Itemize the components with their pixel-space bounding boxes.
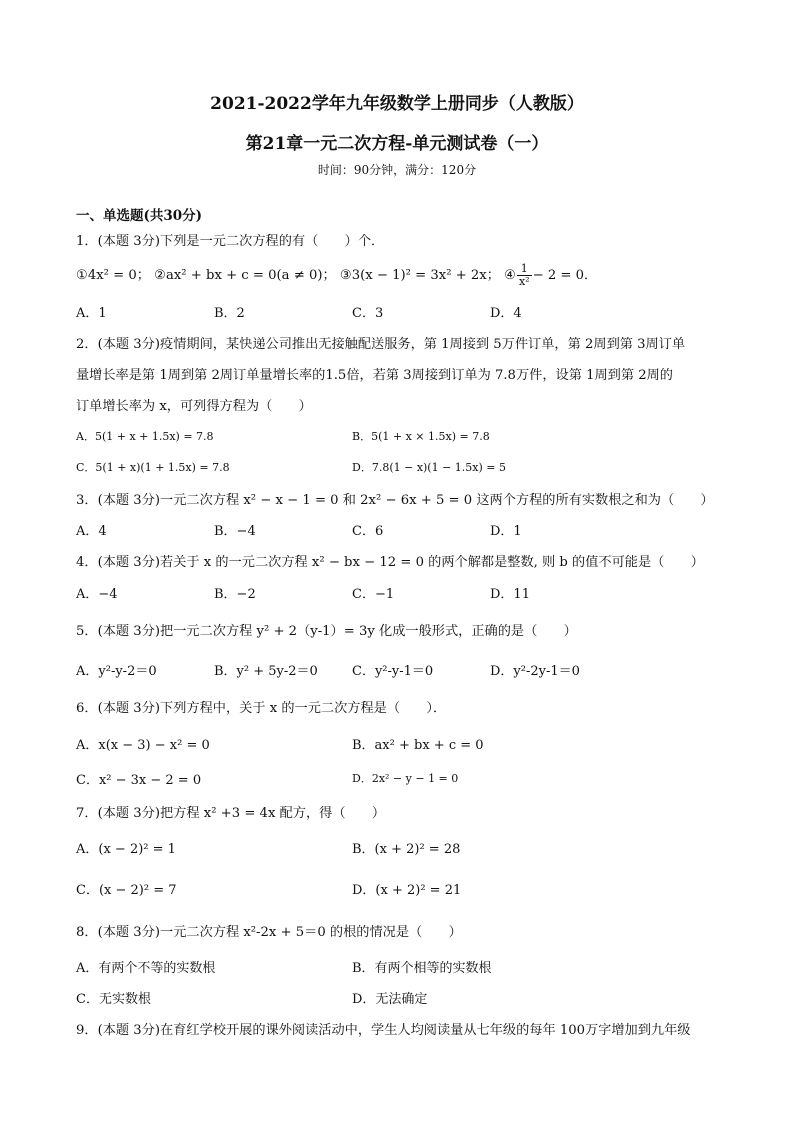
q7-option-d: D．(x + 2)² = 21 xyxy=(352,883,462,898)
q5-option-c: C．y²-y-1＝0 xyxy=(352,664,434,679)
q6-option-c: C．x² − 3x − 2 = 0 xyxy=(76,773,202,788)
q2-option-d: D．7.8(1 − x)(1 − 1.5x) = 5 xyxy=(352,461,507,474)
q5-stem: 5．(本题 3分)把一元二次方程 y² + 2（y-1）= 3y 化成一般形式，正确的是（ ） xyxy=(76,624,577,639)
q2-option-b: B．5(1 + x × 1.5x) = 7.8 xyxy=(352,430,490,443)
q8-stem: 8．(本题 3分)一元二次方程 x²-2x + 5＝0 的根的情况是（ ） xyxy=(76,925,462,940)
q6-stem: 6．(本题 3分)下列方程中，关于 x 的一元二次方程是（ ）． xyxy=(76,701,447,716)
q1-items xyxy=(76,263,597,288)
q5-option-b: B．y² + 5y-2＝0 xyxy=(214,664,318,679)
q7-stem: 7．(本题 3分)把方程 x² +3 = 4x 配方，得（ ） xyxy=(76,806,386,821)
q7-option-b: B．(x + 2)² = 28 xyxy=(352,842,461,857)
q1-item-3: ③3(x − 1)² = 3x² + 2x； xyxy=(339,268,500,283)
q4-option-b: B．−2 xyxy=(214,587,256,602)
q1-item-1: ①4x² = 0； xyxy=(76,268,150,283)
q1-option-b: B．2 xyxy=(214,306,245,321)
q1-option-d: D．4 xyxy=(490,306,522,321)
q5-option-a: A．y²-y-2＝0 xyxy=(76,664,157,679)
q1-item-4: ④ xyxy=(504,268,516,283)
exam-title: 2021-2022学年九年级数学上册同步（人教版） xyxy=(210,94,584,114)
q8-option-d: D．无法确定 xyxy=(352,992,428,1007)
q4-stem: 4．(本题 3分)若关于 x 的一元二次方程 x² − bx − 12 = 0 的两个解都是整数, 则 b 的值不可能是（ ） xyxy=(76,555,704,570)
q9-stem: 9．(本题 3分)在育红学校开展的课外阅读活动中，学生人均阅读量从七年级的每年 100万字增加到九年级 xyxy=(76,1023,691,1038)
exam-time-info: 时间：90分钟，满分：120分 xyxy=(317,163,477,177)
q2-option-a: A．5(1 + x + 1.5x) = 7.8 xyxy=(76,430,214,443)
q3-option-b: B．−4 xyxy=(214,524,256,539)
q1-option-a: A．1 xyxy=(76,306,107,321)
q8-option-c: C．无实数根 xyxy=(76,992,151,1007)
q7-option-a: A．(x − 2)² = 1 xyxy=(76,842,176,857)
q2-stem-line-3: 订单增长率为 x，可列得方程为（ ） xyxy=(76,399,312,414)
q3-option-d: D．1 xyxy=(490,524,522,539)
section-heading: 一、单选题(共30分) xyxy=(76,208,203,224)
q5-option-d: D．y²-2y-1＝0 xyxy=(490,664,580,679)
q4-option-a: A．−4 xyxy=(76,587,118,602)
q8-option-a: A．有两个不等的实数根 xyxy=(76,961,216,976)
q6-option-d: D．2x² − y − 1 = 0 xyxy=(352,772,459,785)
q2-stem-line-2: 量增长率是第 1周到第 2周订单量增长率的1.5倍，若第 3周接到订单为 7.8万件，设第 1周到第 2周的 xyxy=(76,368,673,383)
q1-item-4-tail: − 2 = 0． xyxy=(532,268,598,283)
q2-stem-line-1: 2．(本题 3分)疫情期间，某快递公司推出无接触配送服务，第 1周接到 5万件订单，第 2周到第 3周订单 xyxy=(76,337,686,352)
q4-option-d: D．11 xyxy=(490,587,530,602)
q3-option-a: A．4 xyxy=(76,524,107,539)
q7-option-c: C．(x − 2)² = 7 xyxy=(76,883,177,898)
q3-option-c: C．6 xyxy=(352,524,384,539)
q1-option-c: C．3 xyxy=(352,306,384,321)
q1-item-2: ②ax² + bx + c = 0(a ≠ 0)； xyxy=(154,268,336,283)
chapter-title: 第21章一元二次方程-单元测试卷（一） xyxy=(245,134,549,154)
q1-fraction: $\frac{1}{\text{x²}}$ xyxy=(518,262,530,288)
q6-option-a: A．x(x − 3) − x² = 0 xyxy=(76,738,210,753)
q2-option-c: C．5(1 + x)(1 + 1.5x) = 7.8 xyxy=(76,461,230,474)
q1-stem: 1．(本题 3分)下列是一元二次方程的有（ ）个． xyxy=(76,234,385,249)
q6-option-b: B．ax² + bx + c = 0 xyxy=(352,738,484,753)
q4-option-c: C．−1 xyxy=(352,587,395,602)
q8-option-b: B．有两个相等的实数根 xyxy=(352,961,492,976)
q3-stem: 3．(本题 3分)一元二次方程 x² − x − 1 = 0 和 2x² − 6x + 5 = 0 这两个方程的所有实数根之和为（ ） xyxy=(76,493,714,508)
